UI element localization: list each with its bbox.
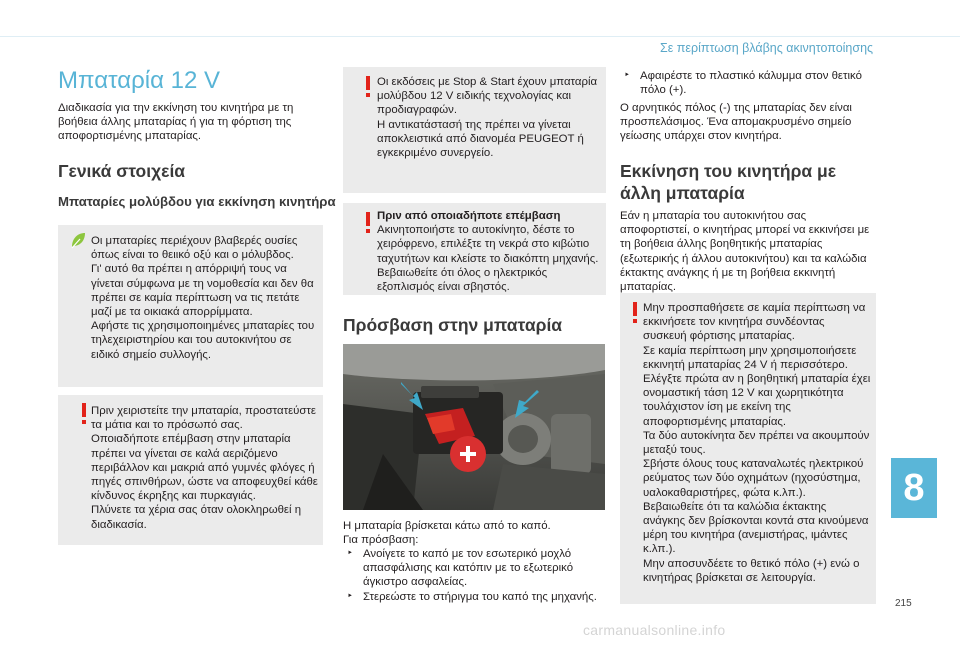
warning-icon — [363, 212, 373, 234]
access-steps-continued — [620, 69, 880, 97]
safety-note-box — [58, 395, 323, 545]
list-item: ‣ Αφαιρέστε το πλαστικό κάλυμμα στον θετικό πόλο (+). — [620, 69, 880, 97]
list-item: ‣ Στερεώστε το στήριγμα του καπό της μηχανής. — [343, 590, 608, 604]
before-intervention-title: Πριν από οποιαδήποτε επέμβαση — [377, 210, 561, 222]
watermark: carmanualsonline.info — [583, 622, 726, 638]
safety-note-text: Πριν χειριστείτε την μπαταρία, προστατεύστε τα μάτια και το πρόσωπό σας. Οποιαδήποτε επέμβαση στην μπαταρία πρέπει να γίνεται σε καλά αεριζόμενο περιβάλλον και μακριά από γυμνές φλόγες ή πηγές σπινθήρων, ώστε να αποφευχθεί κάθε κίνδυνος έκρηξης και πυρκαγιάς. Πλύνετε τα χέρια σας όταν ολοκληρωθεί η διαδικασία. — [91, 405, 318, 531]
engine-bay-illustration — [343, 344, 605, 510]
stop-start-note-text: Οι εκδόσεις με Stop & Start έχουν μπαταρία μολύβδου 12 V ειδικής τεχνολογίας και προδιαγραφών. Η αντικατάστασή της πρέπει να γίνεται αποκλειστικά από διανομέα PEUGEOT ή εγκεκριμένο συνεργείο. — [377, 76, 598, 160]
engine-bay-photo — [343, 344, 605, 510]
environment-note-text: Οι μπαταρίες περιέχουν βλαβερές ουσίες όπως είναι το θειικό οξύ και ο μόλυβδος. Γι' αυτό θα πρέπει η απόρριψή τους να γίνεται σύμφωνα με τη νομοθεσία και δεν θα πρέπει σε καμία περίπτωση να τις πετάτε μαζί με τα οικιακά απορρίμματα. Αφήστε τις χρησιμοποιημένες μπαταρίες του τηλεχειριστηρίου και του αυτοκινήτου σε ειδικό σημείο συλλογής. — [91, 235, 315, 361]
warning-icon — [79, 403, 89, 425]
running-header: Σε περίπτωση βλάβης ακινητοποίησης — [660, 41, 874, 55]
page-number: 215 — [895, 598, 912, 609]
chapter-tab: 8 — [891, 458, 937, 518]
jump-start-warning-box — [620, 293, 876, 604]
jump-start-heading: Εκκίνηση του κινητήρα με άλλη μπαταρία — [620, 161, 837, 203]
general-heading: Γενικά στοιχεία — [58, 161, 186, 181]
list-item: ‣ Ανοίγετε το καπό με τον εσωτερικό μοχλό απασφάλισης και κατόπιν με το εξωτερικό άγκιστρο ασφαλείας. — [343, 547, 608, 590]
before-intervention-content — [377, 209, 601, 294]
environment-note-box — [58, 225, 323, 387]
negative-terminal-text: Ο αρνητικός πόλος (-) της μπαταρίας δεν είναι προσπελάσιμος. Ένα απομακρυσμένο σημείο γείωσης υπάρχει στον κινητήρα. — [620, 102, 852, 143]
before-intervention-box — [343, 203, 606, 295]
stop-start-note-box — [343, 67, 606, 193]
before-intervention-text: Ακινητοποιήστε το αυτοκίνητο, δέστε το χειρόφρενο, επιλέξτε τη νεκρά στο κιβώτιο ταχυτήτων και κλείστε το διακόπτη μηχανής. Βεβαιωθείτε ότι όλος ο ηλεκτρικός εξοπλισμός είναι σβηστός. — [377, 224, 599, 294]
jump-start-text: Εάν η μπαταρία του αυτοκινήτου σας αποφορτιστεί, ο κινητήρας μπορεί να εκκινήσει με τη βοήθεια άλλης βοηθητικής μπαταρίας (εξωτερικής ή άλλου αυτοκινήτου) και τα καλώδια έκτακτης ανάγκης ή με τη βοήθεια εκκινητή μπαταρίας. — [620, 210, 870, 294]
intro-paragraph: Διαδικασία για την εκκίνηση του κινητήρα με τη βοήθεια άλλης μπαταρίας ή για τη φόρτιση της αποφορτισμένης μπαταρίας. — [58, 102, 294, 143]
page-title: Μπαταρία 12 V — [58, 67, 220, 94]
jump-start-warning-text: Μην προσπαθήσετε σε καμία περίπτωση να εκκινήσετε τον κινητήρα συνδέοντας συσκευή φόρτισης μπαταρίας. Σε καμία περίπτωση μην χρησιμοποιήσετε εκκινητή μπαταρίας 24 V ή περισσότερο. Ελέγξτε πρώτα αν η βοηθητική μπαταρία έχει ονομαστική τάση 12 V και χωρητικότητα τουλάχιστον ίση με εκείνη της αποφορτισμένης μπαταρίας. Τα δύο αυτοκίνητα δεν πρέπει να ακουμπούν μεταξύ τους. Σβήστε όλους τους καταναλωτές ηλεκτρικού ρεύματος των δύο οχημάτων (ηχοσύστημα, υαλοκαθαριστήρες, φώτα κ.λπ.). Βεβαιωθείτε ότι τα καλώδια έκτακτης ανάγκης δεν βρίσκονται κοντά στα κινούμενα μέρη του κινητήρα (ανεμιστήρας, ιμάντες κ.λπ.). Μην αποσυνδέετε το θετικό πόλο (+) ενώ ο κινητήρας βρίσκεται σε λειτουργία. — [643, 302, 871, 584]
header-divider — [0, 36, 960, 37]
lead-acid-heading: Μπαταρίες μολύβδου για εκκίνηση κινητήρα — [58, 194, 336, 209]
access-steps-list — [343, 547, 608, 604]
warning-icon — [363, 76, 373, 98]
photo-caption: Η μπαταρία βρίσκεται κάτω από το καπό. — [343, 520, 551, 532]
warning-icon — [630, 302, 640, 324]
battery-access-heading: Πρόσβαση στην μπαταρία — [343, 315, 563, 335]
access-label: Για πρόσβαση: — [343, 534, 419, 546]
leaf-icon — [70, 232, 86, 249]
